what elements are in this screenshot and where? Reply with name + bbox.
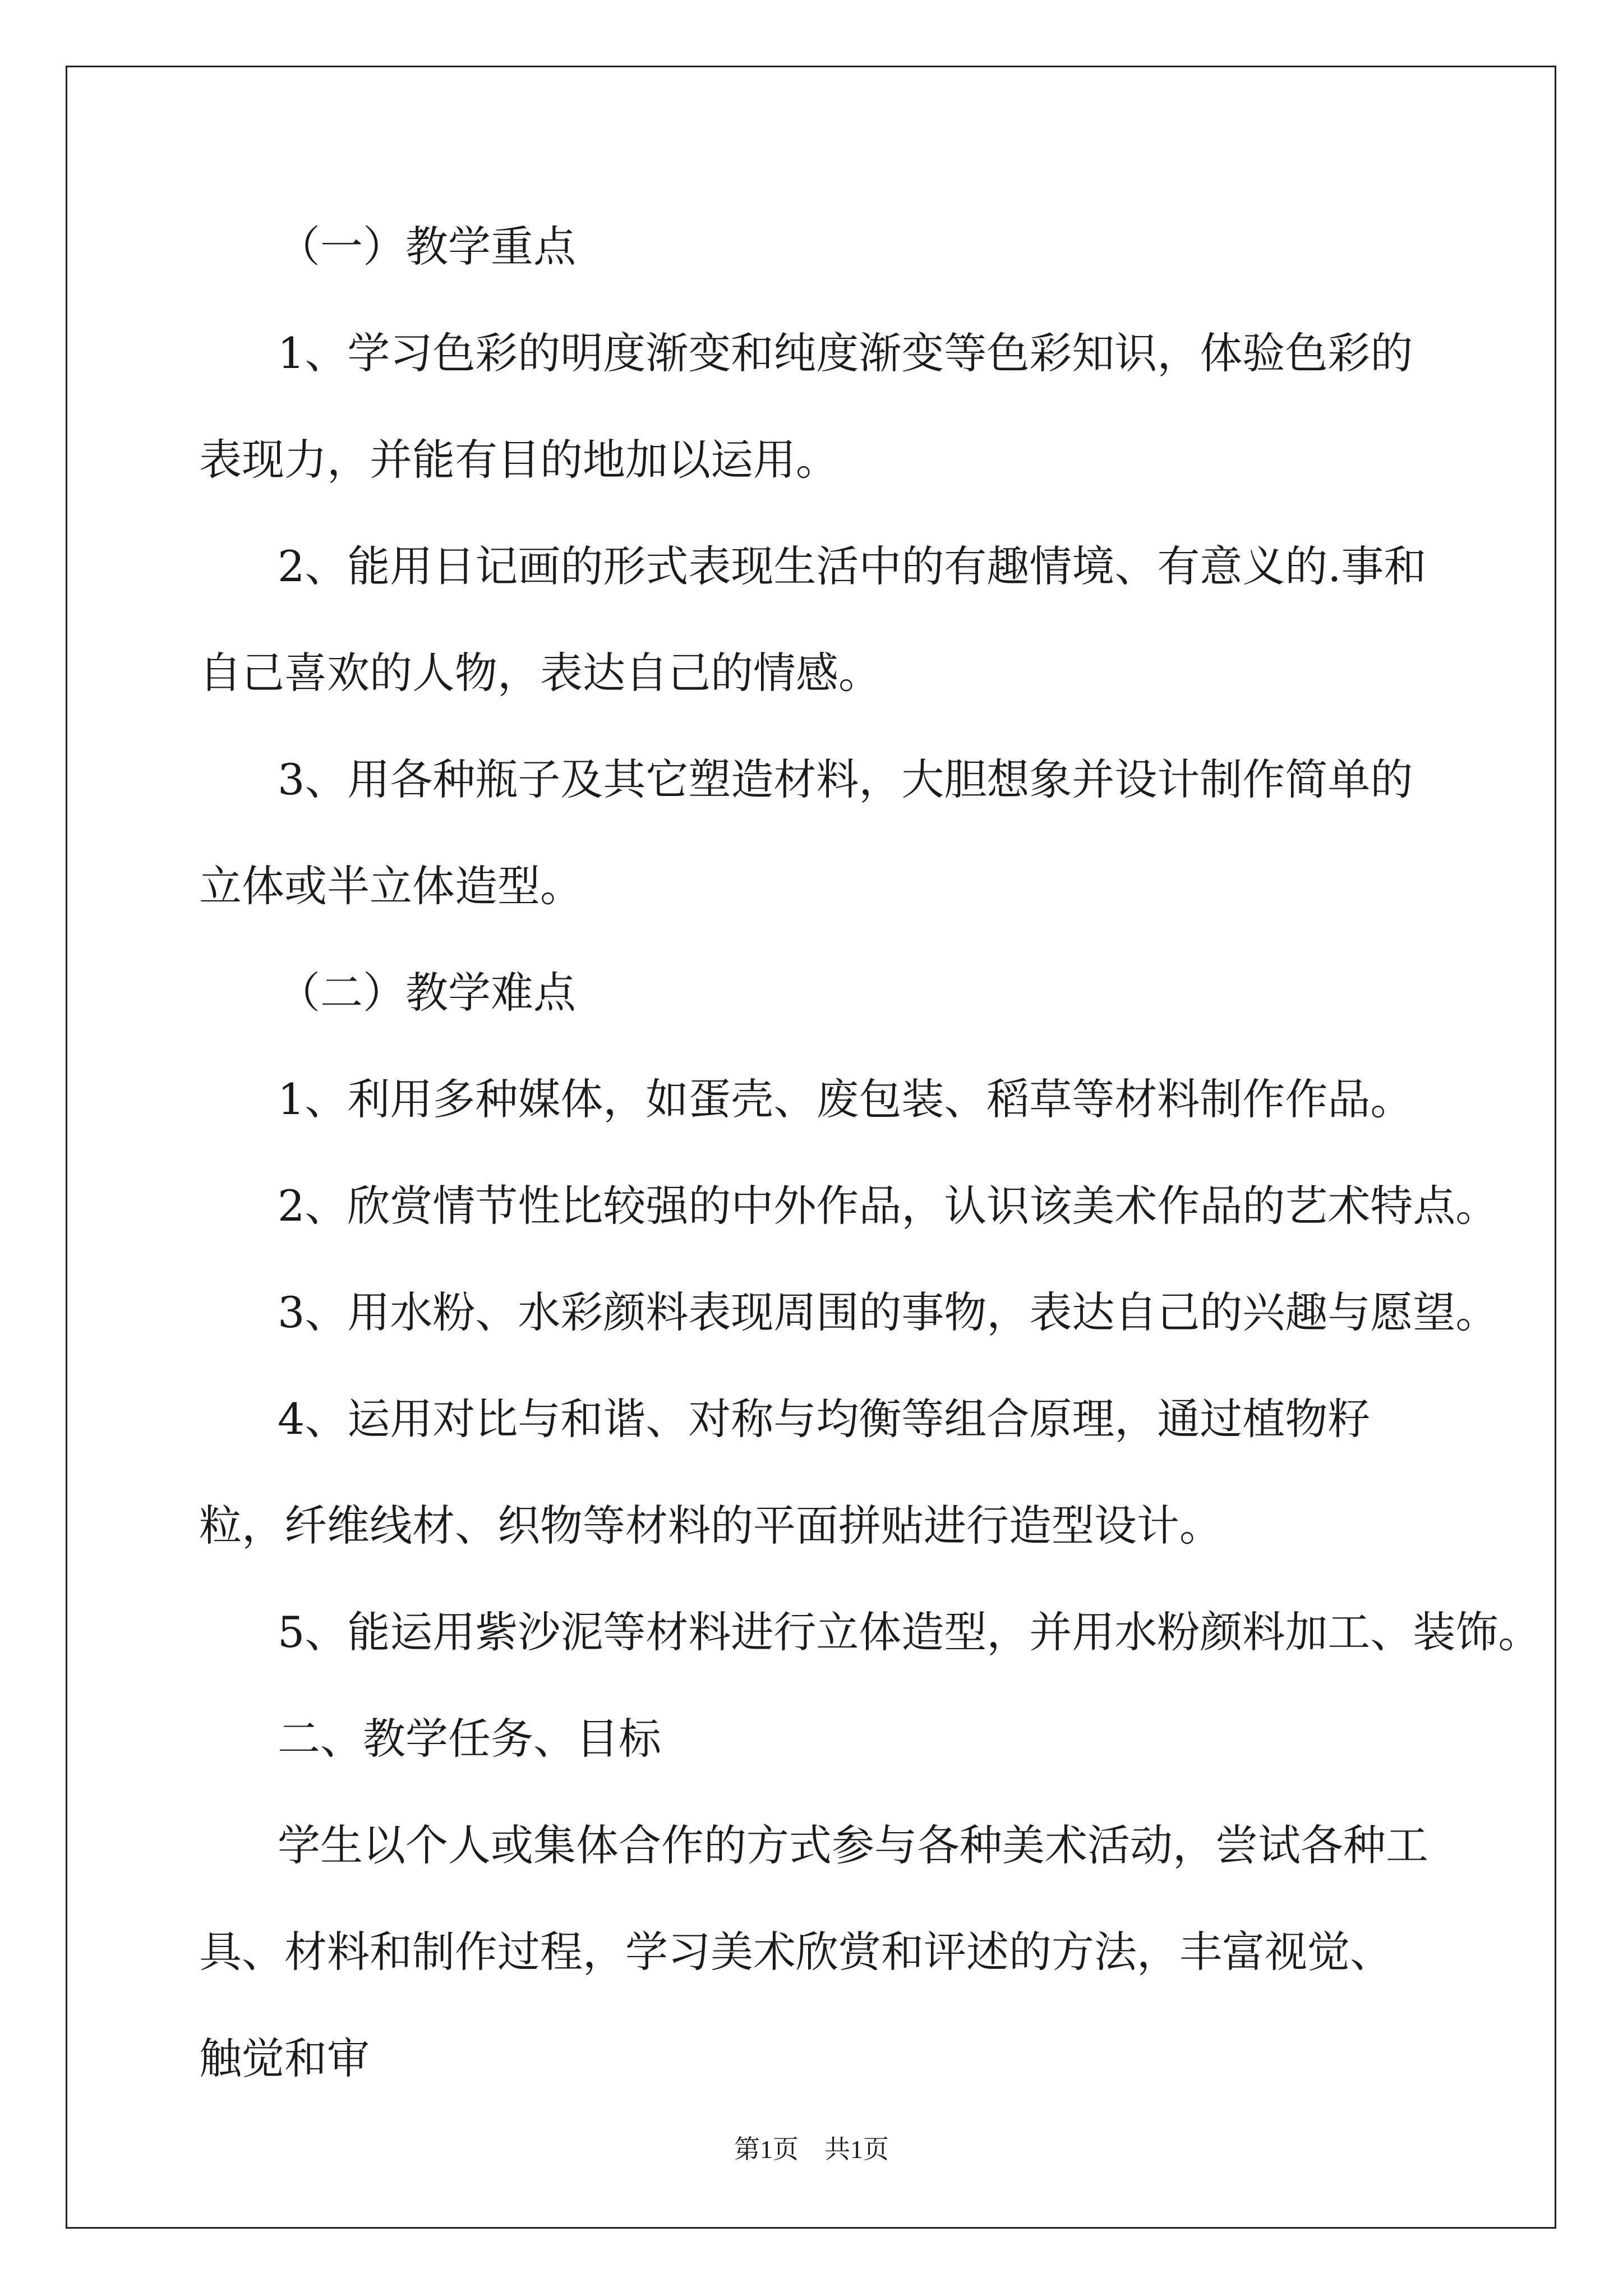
- paragraph-key-point-1: 1、学习色彩的明度渐变和纯度渐变等色彩知识，体验色彩的表现力，并能有目的地加以运用。: [199, 328, 1413, 485]
- heading-difficulties: （二）教学难点: [278, 968, 576, 1018]
- paragraph-difficulty-4: 4、运用对比与和谐、对称与均衡等组合原理，通过植物籽粒，纤维线材、织物等材料的平面拼贴进行造型设计。: [199, 1394, 1371, 1550]
- heading-tasks-goals: 二、教学任务、目标: [278, 1714, 661, 1764]
- paragraph-difficulty-5: 5、能运用紫沙泥等材料进行立体造型，并用水粉颜料加工、装饰。: [278, 1607, 1541, 1657]
- paragraph-key-point-3: 3、用各种瓶子及其它塑造材料，大胆想象并设计制作简单的立体或半立体造型。: [199, 754, 1413, 911]
- paragraph-key-point-2: 2、能用日记画的形式表现生活中的有趣情境、有意义的.事和自己喜欢的人物，表达自己的情感。: [199, 541, 1427, 698]
- paragraph-difficulty-1: 1、利用多种媒体，如蛋壳、废包装、稻草等材料制作作品。: [278, 1074, 1413, 1124]
- paragraph-difficulty-2: 2、欣赏情节性比较强的中外作品，认识该美术作品的艺术特点。: [278, 1181, 1498, 1231]
- heading-key-points: （一）教学重点: [278, 222, 576, 272]
- paragraph-difficulty-3: 3、用水粉、水彩颜料表现周围的事物，表达自己的兴趣与愿望。: [278, 1287, 1498, 1337]
- paragraph-tasks: 学生以个人或集体合作的方式参与各种美术活动，尝试各种工具、材料和制作过程，学习美术欣赏和评述的方法，丰富视觉、触觉和审: [199, 1820, 1428, 2083]
- page-number-footer: 第1页 共1页: [734, 2135, 889, 2164]
